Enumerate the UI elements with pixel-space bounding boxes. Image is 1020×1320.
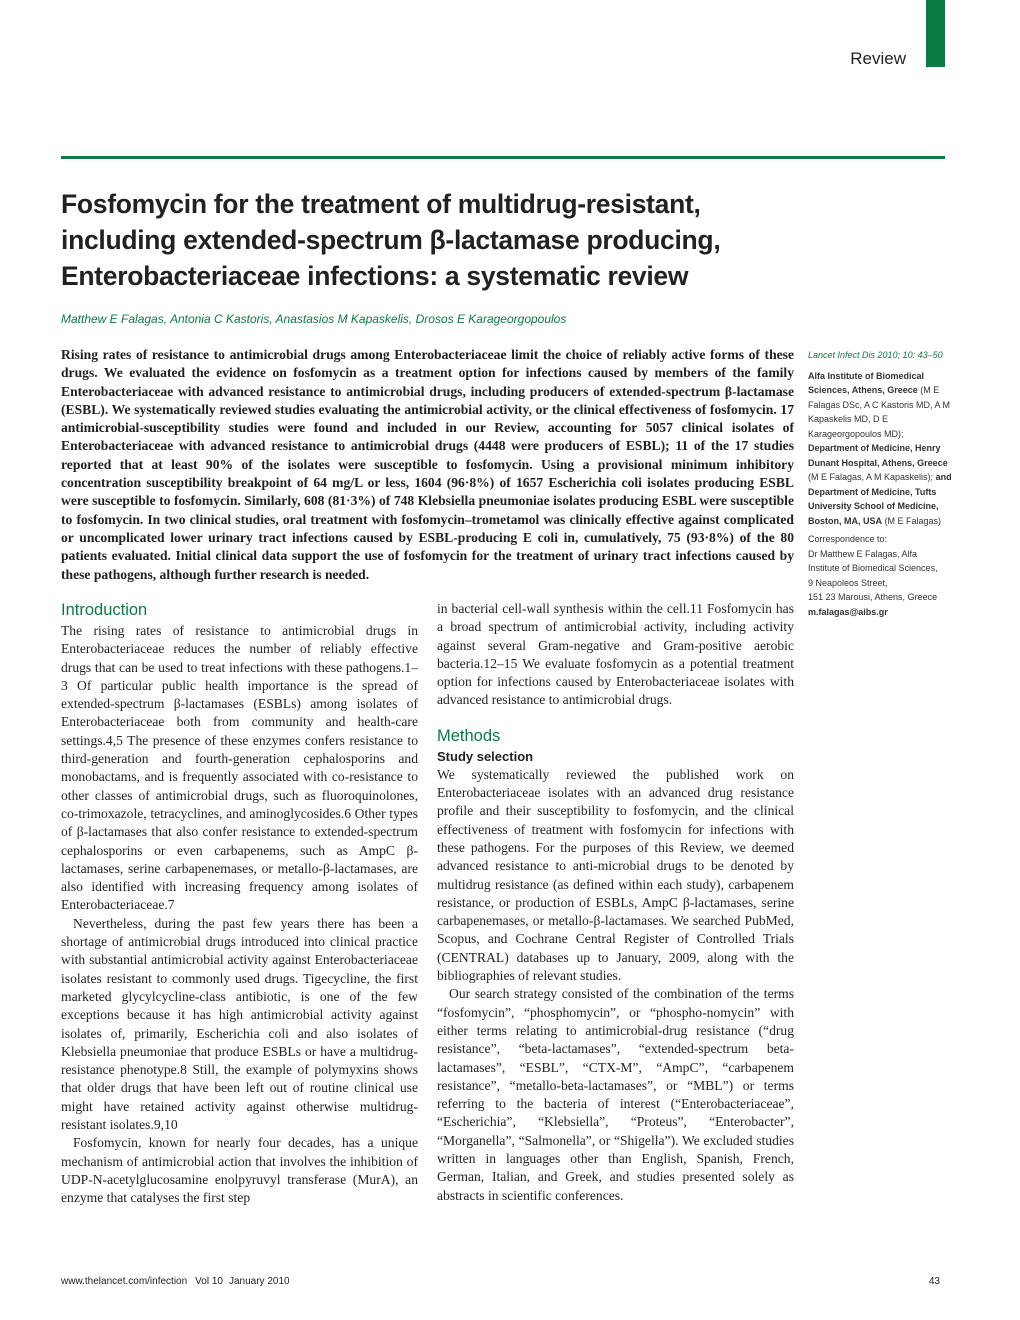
body-column-left — [61, 600, 418, 1208]
intro-paragraph-2: Nevertheless, during the past few years there has been a shortage of antimicrobial drugs introduced into clinical practice with substantial antimicrobial activity against Enterobacteriaceae isolates resistant to commonly used drugs. Tigecycline, the first marketed glycylcycline-class antibiotic, is one of the few exceptions because it has high antimicrobial activity against isolates of, primarily, Escherichia coli and also isolates of Klebsiella pneumoniae that produce ESBLs or have a multidrug-resistance phenotype.8 Still, the example of polymyxins shows that older drugs that have been left out of routine clinical use might have retained activity against otherwise multidrug-resistant isolates.9,10 — [61, 915, 418, 1133]
study-selection-heading: Study selection — [437, 748, 534, 764]
header-rule — [61, 156, 945, 159]
author-list: Matthew E Falagas, Antonia C Kastoris, Anastasios M Kapaskelis, Drosos E Karageorgopoulos — [61, 312, 567, 326]
article-title: Fosfomycin for the treatment of multidrug-resistant, including extended-spectrum β-lactamase producing, Enterobacteriaceae infections: a systematic review — [61, 189, 721, 291]
correspondence-email[interactable]: m.falagas@aibs.gr — [808, 606, 888, 617]
intro-continuation-paragraph: in bacterial cell-wall synthesis within the cell.11 Fosfomycin has a broad spectrum of antimicrobial activity, including activity against several Gram-negative and Gram-positive aerobic bacteria.12–15 We evaluate fosfomycin as a potential treatment option for infections caused by Enterobacteriaceae isolates with advanced resistance to antimicrobial drugs. — [437, 601, 794, 708]
introduction-heading: Introduction — [61, 601, 148, 619]
abstract: Rising rates of resistance to antimicrobial drugs among Enterobacteriaceae limit the choice of reliably active forms of these drugs. We evaluated the evidence on fosfomycin as a treatment option for infections caused by members of the family Enterobacteriaceae with advanced resistance to antimicrobial drugs, including producers of extended-spectrum β-lactamase (ESBL). We systematically reviewed studies evaluating the antimicrobial activity, or the clinical effectiveness of fosfomycin. 17 antimicrobial-susceptibility studies were found and included in our Review, accounting for 5057 clinical isolates of Enterobacteriaceae with advanced resistance to antimicrobial drugs (4448 were producers of ESBL); 11 of the 17 studies reported that at least 90% of the isolates were susceptible to fosfomycin. Using a provisional minimum inhibitory concentration susceptibility breakpoint of 64 mg/L or less, 1604 (96·8%) of 1657 Escherichia coli isolates producing ESBL were susceptible to fosfomycin. Similarly, 608 (81·3%) of 748 Klebsiella pneumoniae isolates producing ESBL were susceptible to fosfomycin. In two clinical studies, oral treatment with fosfomycin–trometamol was clinically effective against complicated or uncomplicated lower urinary tract infections caused by ESBL-producing E coli in, cumulatively, 75 (93·8%) of the 80 patients evaluated. Initial clinical data support the use of fosfomycin for the treatment of urinary tract infections caused by these pathogens, although further research is needed. — [61, 347, 794, 582]
methods-paragraph-2: Our search strategy consisted of the combination of the terms “fosfomycin”, “phosphomycin”, or “phospho-nomycin” with either terms relating to antimicrobial-drug resistance (“drug resistance”, “beta-lactamases”, “extended-spectrum beta-lactamases”, “ESBL”, “CTX-M”, “AmpC”, “carbapenem resistance”, “metallo-beta-lactamases”, or “MBL”) or terms referring to the bacteria of interest (“Enterobacteriaceae”, “Escherichia”, “Klebsiella”, “Proteus”, “Enterobacter”, “Morganella”, “Salmonella”, or “Shigella”). We excluded studies written in languages other than English, Spanish, French, German, Italian, and Greek, and studies presented solely as abstracts in scientific conferences. — [437, 986, 794, 1203]
journal-url[interactable]: www.thelancet.com/infection — [61, 1276, 188, 1287]
volume: Vol 10 — [195, 1276, 223, 1287]
affiliation-1: Alfa Institute of Biomedical Sciences, Athens, Greece (M E Falagas DSc, A C Kastoris MD, A M Kapaskelis MD, D E Karageorgopoulos MD); — [808, 370, 951, 439]
margin-notes — [808, 348, 953, 619]
page-number: 43 — [928, 1276, 940, 1287]
methods-heading: Methods — [437, 726, 501, 745]
affiliation-2: Department of Medicine, Henry Dunant Hospital, Athens, Greece (M E Falagas, A M Kapaskelis); and — [808, 443, 952, 482]
body-column-right — [437, 600, 794, 1205]
issue-date: January 2010 — [228, 1276, 290, 1287]
journal-citation: Lancet Infect Dis 2010; 10: 43–50 — [808, 350, 943, 360]
page-footer — [61, 1276, 290, 1287]
correspondence-block: Correspondence to: Dr Matthew E Falagas, Alfa Institute of Biomedical Sciences, 9 Neapoleos Street, 151 23 Marousi, Athens, Greece m.falagas@aibs.gr — [808, 534, 938, 617]
section-color-tab — [926, 0, 945, 67]
affiliation-3: Department of Medicine, Tufts University School of Medicine, Boston, MA, USA (M E Falagas) — [808, 486, 942, 526]
intro-paragraph-1: The rising rates of resistance to antimicrobial drugs in Enterobacteriaceae reduces the number of reliably effective drugs that can be used to treat infections with these pathogens.1–3 Of particular public health importance is the spread of extended-spectrum β-lactamases (ESBLs) among isolates of Enterobacteriaceae both from community and health-care settings.4,5 The presence of these enzymes confers resistance to third-generation and fourth-generation cephalosporins and monobactams, and is frequently associated with co-resistance to other classes of antimicrobial drugs, such as fluoroquinolones, co-trimoxazole, tetracyclines, and aminoglycosides.6 Other types of β-lactamases that also confer resistance to extended-spectrum cephalosporins or even carbapenems, such as AmpC β-lactamases, serine carbapenemases, or metallo-β-lactamases, are also identified with increasing frequency among isolates of Enterobacteriaceae.7 — [61, 623, 418, 913]
methods-paragraph-1: We systematically reviewed the published work on Enterobacteriaceae isolates with an advanced drug resistance profile and their susceptibility to fosfomycin, and the clinical effectiveness of treatment with fosfomycin for infections with these pathogens. For the purposes of this Review, we deemed advanced resistance to anti-microbial drugs to be denoted by multidrug resistance (as defined within each study), carbapenem resistance, or production of ESBLs, AmpC β-lactamases, serine carbapenemases, or metallo-β-lactamases. We searched PubMed, Scopus, and Cochrane Central Register of Controlled Trials (CENTRAL) databases up to January, 2009, along with the bibliographies of relevant studies. — [437, 766, 794, 984]
intro-paragraph-3: Fosfomycin, known for nearly four decades, has a unique mechanism of antimicrobial action that involves the inhibition of UDP-N-acetylglucosamine enolpyruvyl transferase (MurA), an enzyme that catalyses the first step — [61, 1135, 418, 1206]
section-label: Review — [850, 49, 906, 68]
